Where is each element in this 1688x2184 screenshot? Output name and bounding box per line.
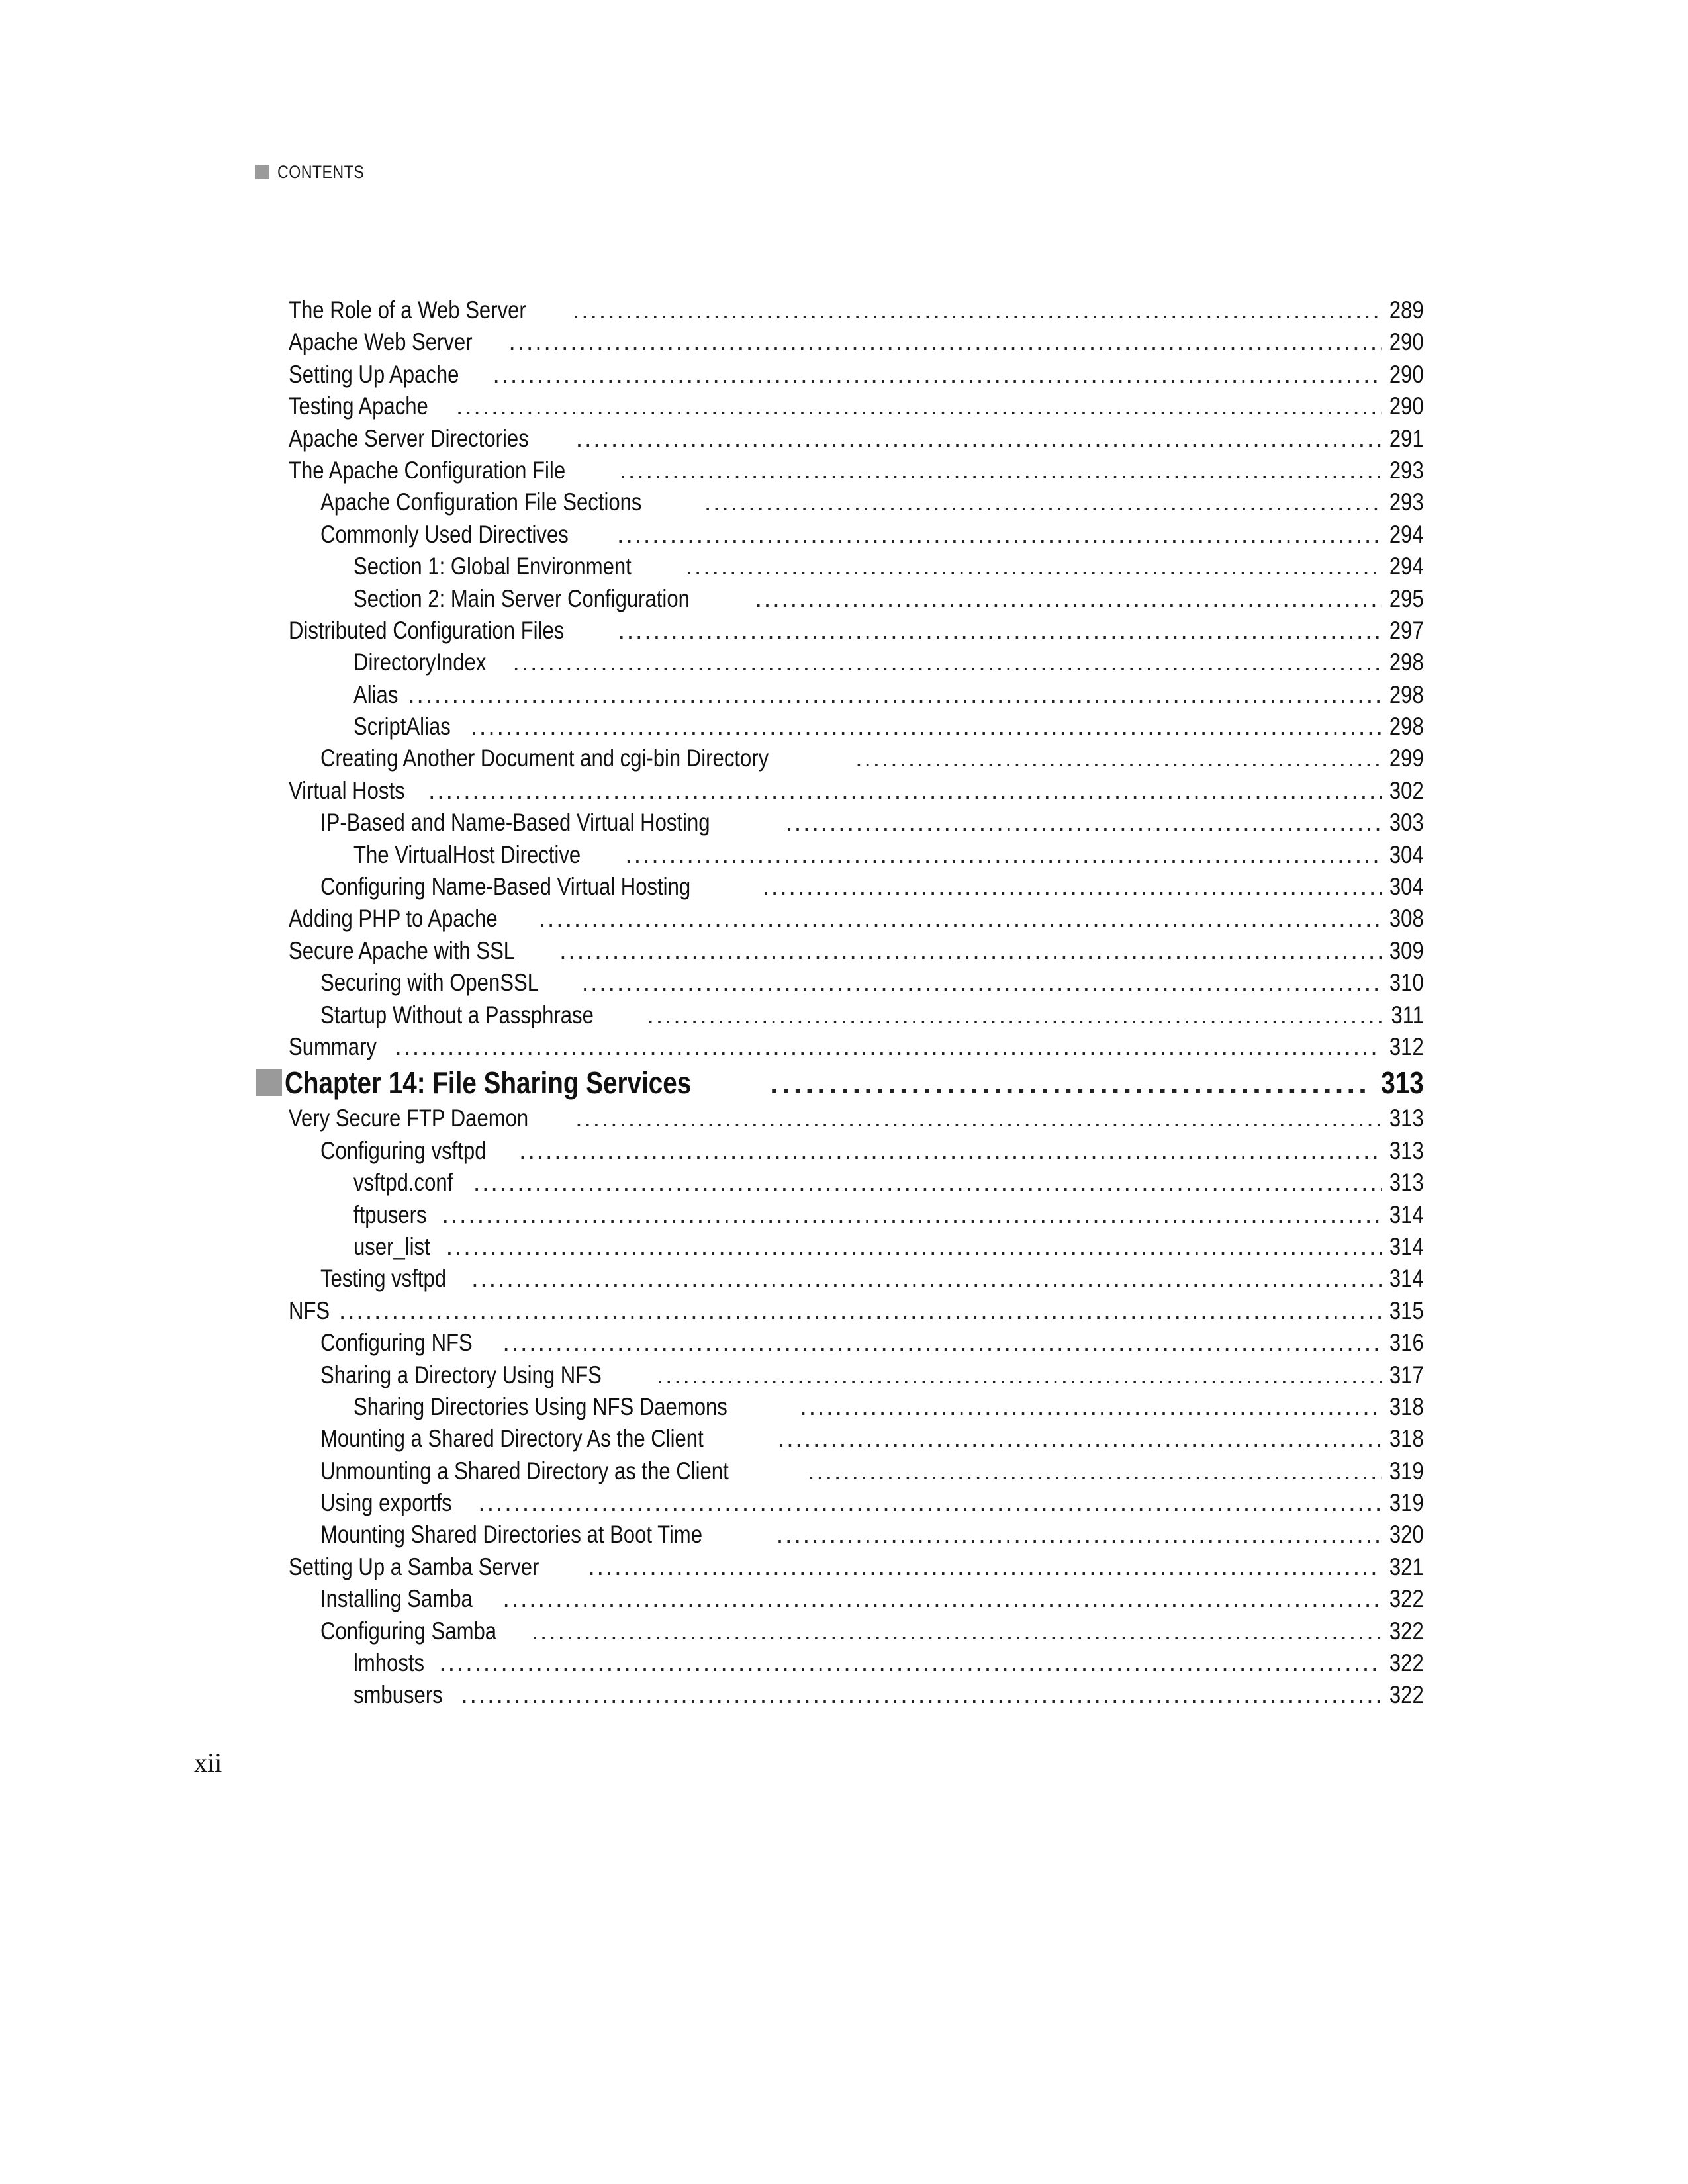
dot-leader [539,903,1382,934]
toc-entry-title: Distributed Configuration Files [289,616,565,644]
toc-entry-title: Sharing a Directory Using NFS [320,1361,602,1388]
toc-entry[interactable] [289,839,1424,871]
dot-leader [446,1231,1382,1263]
toc-entry-title: ScriptAlias [353,713,451,741]
toc-entry-title: Sharing Directories Using NFS Daemons [353,1392,727,1420]
toc-entry[interactable] [289,359,1424,390]
dot-leader [473,1167,1382,1199]
toc-entry[interactable] [289,1391,1424,1423]
toc-entry-title: IP-Based and Name-Based Virtual Hosting [320,809,710,837]
dot-leader [471,711,1382,743]
toc-entry-page: 298 [1389,680,1424,708]
dot-leader [763,871,1382,903]
toc-entry-title: Testing Apache [289,392,428,420]
toc-entry[interactable] [289,1487,1424,1519]
toc-entry-title: lmhosts [353,1649,425,1677]
toc-entry-title: Adding PHP to Apache [289,905,498,933]
dot-leader [519,1135,1382,1167]
toc-entry-page: 293 [1389,456,1424,484]
toc-entry-page: 320 [1389,1521,1424,1549]
dot-leader [786,807,1382,839]
toc-entry-title: The Role of a Web Server [289,296,526,324]
dot-leader [620,455,1382,486]
dot-leader [471,1263,1382,1295]
dot-leader [657,1359,1382,1391]
dot-leader [408,679,1382,711]
dot-leader [503,1327,1382,1359]
header-square-icon [255,165,269,179]
toc-entry-title: Apache Web Server [289,328,473,356]
toc-entry[interactable] [289,1647,1424,1679]
toc-entry-page: 295 [1389,584,1424,612]
toc-entry-page: 291 [1389,424,1424,452]
toc-entry-page: 289 [1389,296,1424,324]
toc-entry-page: 290 [1389,328,1424,356]
toc-entry-title: Section 1: Global Environment [353,553,632,580]
dot-leader [770,1063,1372,1103]
dot-leader [456,390,1382,422]
toc-entry[interactable] [289,1455,1424,1487]
dot-leader [776,1519,1382,1551]
dot-leader [479,1487,1382,1519]
toc-entry[interactable] [289,486,1424,518]
toc-entry[interactable] [289,615,1424,647]
dot-leader [686,551,1382,582]
dot-leader [503,1583,1382,1615]
dot-leader [575,1103,1382,1134]
toc-entry-page: 290 [1389,360,1424,388]
toc-entry-title: Setting Up a Samba Server [289,1553,539,1580]
toc-entry-title: DirectoryIndex [353,649,487,676]
toc-entry-title: Secure Apache with SSL [289,936,516,964]
dot-leader [626,839,1382,871]
toc-entry-title: Configuring NFS [320,1329,473,1357]
toc-entry-page: 313 [1381,1066,1424,1101]
dot-leader [442,1199,1382,1231]
toc-entry[interactable] [289,1135,1424,1167]
dot-leader [576,423,1382,455]
dot-leader [428,775,1382,807]
toc-entry[interactable] [289,1551,1424,1583]
dot-leader [704,486,1382,518]
dot-leader [395,1031,1382,1063]
toc-entry-title: Alias [353,680,399,708]
toc-entry-title: The Apache Configuration File [289,456,566,484]
toc-entry[interactable] [289,711,1424,743]
running-header [255,162,379,182]
dot-leader [439,1647,1382,1679]
dot-leader [588,1551,1382,1583]
toc-entry-page: 322 [1389,1617,1424,1645]
toc-entry[interactable] [289,647,1424,678]
toc-entry-page: 309 [1389,936,1424,964]
toc-entry-page: 304 [1389,841,1424,868]
toc-entry-page: 319 [1389,1457,1424,1484]
toc-entry-page: 314 [1389,1232,1424,1260]
toc-entry-title: Section 2: Main Server Configuration [353,584,690,612]
toc-entry-title: Chapter 14: File Sharing Services [285,1066,692,1101]
toc-entry-title: Securing with OpenSSL [320,969,539,997]
toc-entry-title: Installing Samba [320,1585,473,1613]
toc-entry-page: 319 [1389,1489,1424,1517]
dot-leader [855,743,1382,774]
toc-entry-page: 298 [1389,649,1424,676]
toc-entry-page: 297 [1389,616,1424,644]
dot-leader [513,647,1382,678]
toc-entry-page: 308 [1389,905,1424,933]
table-of-contents [285,295,1424,1711]
toc-entry-title: Commonly Used Directives [320,520,569,548]
toc-entry[interactable] [289,1167,1424,1199]
toc-entry[interactable] [289,1327,1424,1359]
dot-leader [339,1295,1382,1327]
toc-entry-title: Mounting a Shared Directory As the Client [320,1425,704,1453]
toc-entry[interactable] [289,295,1424,326]
toc-entry-page: 293 [1389,488,1424,516]
toc-entry[interactable] [289,807,1424,839]
toc-entry[interactable] [289,1423,1424,1455]
toc-entry-title: ftpusers [353,1201,427,1228]
toc-entry[interactable] [289,1231,1424,1263]
toc-entry-page: 322 [1389,1585,1424,1613]
toc-entry[interactable] [289,1295,1424,1327]
toc-chapter-heading[interactable] [256,1063,1424,1103]
toc-entry-title: Configuring Samba [320,1617,497,1645]
toc-entry[interactable] [289,1263,1424,1295]
dot-leader [559,935,1382,967]
toc-entry[interactable] [289,551,1424,582]
toc-entry-page: 321 [1389,1553,1424,1580]
toc-entry[interactable] [289,1199,1424,1231]
toc-entry-title: Configuring vsftpd [320,1136,487,1164]
toc-entry-page: 302 [1389,776,1424,804]
toc-entry[interactable] [289,935,1424,967]
header-label: CONTENTS [277,161,365,182]
toc-entry-title: Virtual Hosts [289,776,405,804]
toc-entry-page: 316 [1389,1329,1424,1357]
dot-leader [582,967,1382,999]
toc-entry[interactable] [289,871,1424,903]
toc-entry-title: Summary [289,1032,377,1060]
toc-entry-page: 313 [1389,1169,1424,1197]
toc-entry[interactable] [289,967,1424,999]
toc-entry-page: 304 [1389,873,1424,901]
toc-entry-page: 315 [1389,1297,1424,1324]
toc-entry-page: 318 [1389,1425,1424,1453]
dot-leader [617,519,1382,551]
toc-entry-title: Startup Without a Passphrase [320,1001,594,1028]
toc-entry[interactable] [289,583,1424,615]
toc-entry-page: 313 [1389,1136,1424,1164]
toc-entry-page: 322 [1389,1649,1424,1677]
toc-entry-page: 311 [1391,1001,1424,1028]
toc-entry[interactable] [289,1359,1424,1391]
toc-entry[interactable] [289,1615,1424,1647]
toc-entry-title: smbusers [353,1681,443,1709]
dot-leader [647,999,1383,1031]
toc-entry-title: Very Secure FTP Daemon [289,1105,529,1132]
dot-leader [618,615,1382,647]
dot-leader [800,1391,1382,1423]
toc-entry-page: 317 [1389,1361,1424,1388]
toc-entry-page: 303 [1389,809,1424,837]
dot-leader [755,583,1382,615]
toc-entry[interactable] [289,455,1424,486]
toc-entry-page: 312 [1389,1032,1424,1060]
toc-entry-title: vsftpd.conf [353,1169,453,1197]
toc-entry[interactable] [289,743,1424,774]
dot-leader [573,295,1382,326]
dot-leader [493,359,1382,390]
toc-entry-page: 294 [1389,520,1424,548]
toc-entry-title: Setting Up Apache [289,360,459,388]
dot-leader [461,1679,1382,1711]
toc-entry-page: 314 [1389,1265,1424,1293]
toc-entry-title: Unmounting a Shared Directory as the Client [320,1457,729,1484]
toc-entry-title: Configuring Name-Based Virtual Hosting [320,873,691,901]
toc-entry[interactable] [289,326,1424,358]
toc-entry[interactable] [289,775,1424,807]
toc-entry[interactable] [289,1583,1424,1615]
toc-entry[interactable] [289,1031,1424,1063]
toc-entry-page: 313 [1389,1105,1424,1132]
toc-entry-title: Apache Server Directories [289,424,529,452]
toc-entry-title: NFS [289,1297,330,1324]
toc-entry[interactable] [289,679,1424,711]
toc-entry-page: 298 [1389,713,1424,741]
toc-entry[interactable] [289,999,1424,1031]
dot-leader [808,1455,1382,1487]
toc-entry-title: Testing vsftpd [320,1265,447,1293]
toc-entry-page: 290 [1389,392,1424,420]
toc-entry[interactable] [289,423,1424,455]
toc-entry-title: user_list [353,1232,430,1260]
toc-entry[interactable] [289,903,1424,934]
toc-entry-page: 299 [1389,745,1424,772]
toc-entry[interactable] [289,1519,1424,1551]
page-number: xii [194,1748,222,1778]
dot-leader [532,1615,1382,1647]
toc-entry-title: The VirtualHost Directive [353,841,581,868]
toc-entry-title: Using exportfs [320,1489,452,1517]
toc-entry[interactable] [289,519,1424,551]
toc-entry[interactable] [289,1103,1424,1134]
toc-entry-title: Apache Configuration File Sections [320,488,642,516]
dot-leader [508,326,1382,358]
toc-entry-title: Mounting Shared Directories at Boot Time [320,1521,702,1549]
dot-leader [778,1423,1382,1455]
toc-entry-title: Creating Another Document and cgi-bin Directory [320,745,769,772]
toc-entry[interactable] [289,1679,1424,1711]
toc-entry-page: 314 [1389,1201,1424,1228]
toc-entry-page: 318 [1389,1392,1424,1420]
toc-entry-page: 294 [1389,553,1424,580]
chapter-square-icon [256,1069,282,1096]
toc-entry-page: 322 [1389,1681,1424,1709]
toc-entry[interactable] [289,390,1424,422]
toc-entry-page: 310 [1389,969,1424,997]
